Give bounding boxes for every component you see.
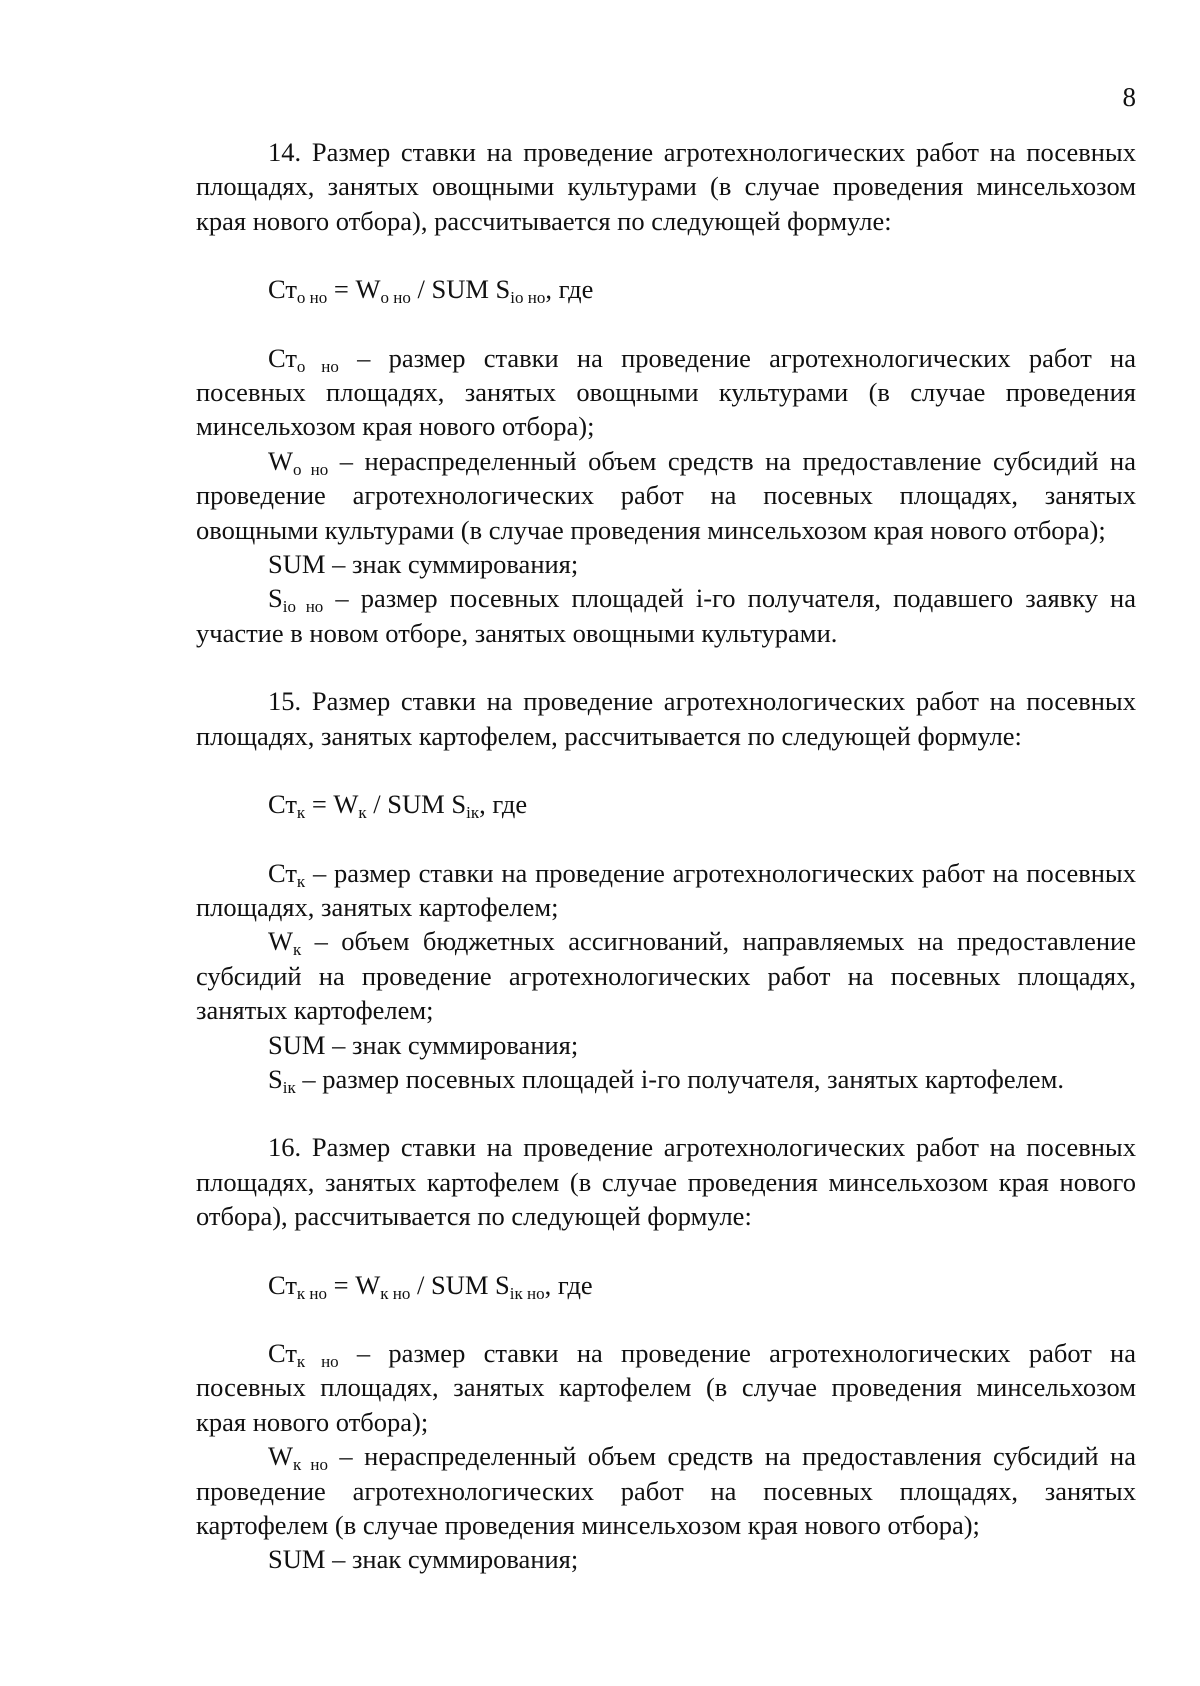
formula-14: $Ст_{о но} = W_{о но}$ / SUM $S_{iо но}$, где bbox=[268, 274, 594, 308]
document-body bbox=[196, 135, 1136, 1577]
definition-15-s: $S_{iк}$ – размер посевных площадей i-го получателя, занятых картофелем. bbox=[268, 1063, 1064, 1097]
definition-15-st: $Ст_к$ – размер ставки на проведение агротехнологических работ на посевных площадях, занятых картофелем; bbox=[196, 857, 1136, 922]
paragraph-16-intro: 16. Размер ставки на проведение агротехнологических работ на посевных площадях, занятых картофелем (в случае проведения минсельхозом края нового отбора), рассчитывается по следующей формуле: bbox=[196, 1132, 1136, 1232]
definition-14-st: $Ст_{о но}$ – размер ставки на проведение агротехнологических работ на посевных площадях, занятых овощными культурами (в случае проведения минсельхозом края нового отбора); bbox=[196, 342, 1136, 442]
formula-16: $Ст_{к но} = W_{к но}$ / SUM $S_{iк но}$, где bbox=[268, 1269, 593, 1303]
page-number: 8 bbox=[1122, 82, 1136, 112]
definition-14-s: $S_{iо но}$ – размер посевных площадей i-го получателя, подавшего заявку на участие в новом отборе, занятых овощными культурами. bbox=[196, 583, 1136, 648]
definition-14-w: $W_{о но}$ – нераспределенный объем средств на предоставление субсидий на проведение агротехнологических работ на посевных площадях, занятых овощными культурами (в случае проведения минсельхозом края нового отбора); bbox=[196, 445, 1136, 545]
definition-15-w: $W_к$ – объем бюджетных ассигнований, направляемых на предоставление субсидий на проведение агротехнологических работ на посевных площадях, занятых картофелем; bbox=[196, 926, 1136, 1026]
formula-15: $Ст_к = W_к$ / SUM $S_{iк}$, где bbox=[268, 789, 528, 823]
definition-16-sum: SUM – знак суммирования; bbox=[268, 1544, 579, 1575]
paragraph-15-intro: 15. Размер ставки на проведение агротехнологических работ на посевных площадях, занятых картофелем, рассчитывается по следующей формуле: bbox=[196, 686, 1136, 751]
definition-14-sum: SUM – знак суммирования; bbox=[268, 549, 579, 580]
definition-15-sum: SUM – знак суммирования; bbox=[268, 1029, 579, 1060]
definition-16-st: $Ст_{к но}$ – размер ставки на проведение агротехнологических работ на посевных площадях, занятых картофелем (в случае проведения минсельхозом края нового отбора); bbox=[196, 1337, 1136, 1437]
paragraph-14-intro: 14. Размер ставки на проведение агротехнологических работ на посевных площадях, занятых овощными культурами (в случае проведения минсельхозом края нового отбора), рассчитывается по следующей формуле: bbox=[196, 137, 1136, 236]
definition-16-w: $W_{к но}$ – нераспределенный объем средств на предоставления субсидий на проведение агротехнологических работ на посевных площадях, занятых картофелем (в случае проведения минсельхозом края нового отбора); bbox=[196, 1441, 1136, 1540]
